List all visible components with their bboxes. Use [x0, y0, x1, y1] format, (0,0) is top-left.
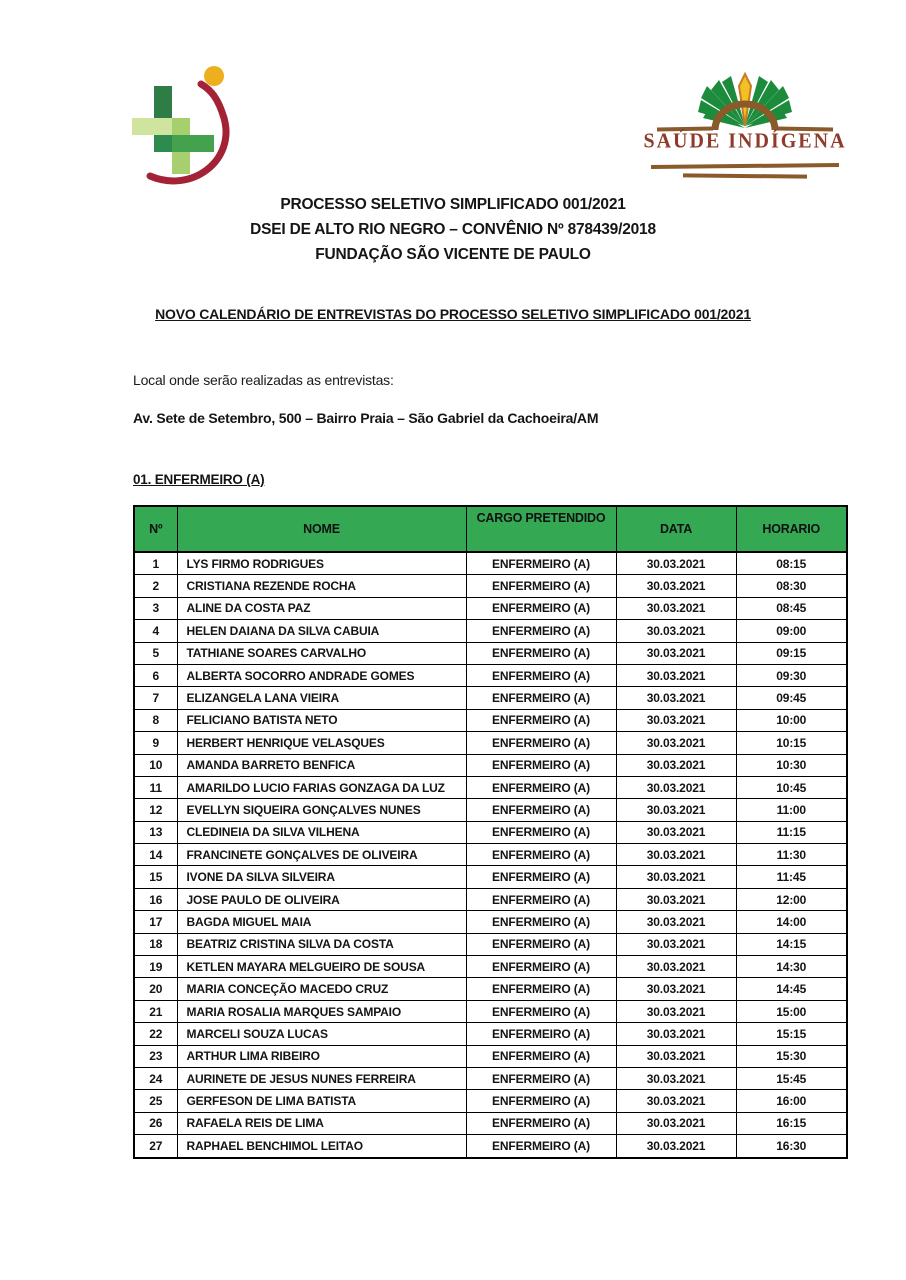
location-address: Av. Sete de Setembro, 500 – Bairro Praia – São Gabriel da Cachoeira/AM [133, 410, 599, 426]
cell-num: 15 [134, 866, 177, 888]
saude-indigena-wordmark: SAÚDE INDÍGENA [643, 129, 847, 153]
cell-num: 9 [134, 732, 177, 754]
interview-schedule-table [133, 505, 848, 1159]
title-line-2: DSEI DE ALTO RIO NEGRO – CONVÊNIO Nº 878439/2018 [250, 221, 656, 238]
cell-cargo: ENFERMEIRO (A) [466, 1090, 616, 1112]
cell-name: BEATRIZ CRISTINA SILVA DA COSTA [177, 933, 466, 955]
cell-name: RAFAELA REIS DE LIMA [177, 1112, 466, 1134]
cell-date: 30.03.2021 [616, 642, 736, 664]
cell-cargo: ENFERMEIRO (A) [466, 552, 616, 575]
cell-time: 15:30 [736, 1045, 847, 1067]
cell-time: 14:45 [736, 978, 847, 1000]
cell-date: 30.03.2021 [616, 821, 736, 843]
title-line-3: FUNDAÇÃO SÃO VICENTE DE PAULO [315, 246, 591, 263]
cell-time: 12:00 [736, 888, 847, 910]
cell-cargo: ENFERMEIRO (A) [466, 687, 616, 709]
cell-num: 20 [134, 978, 177, 1000]
cell-num: 27 [134, 1135, 177, 1158]
cell-date: 30.03.2021 [616, 1000, 736, 1022]
table-header-row [134, 506, 847, 552]
cell-cargo: ENFERMEIRO (A) [466, 956, 616, 978]
cell-cargo: ENFERMEIRO (A) [466, 799, 616, 821]
table-row [134, 1023, 847, 1045]
cell-cargo: ENFERMEIRO (A) [466, 620, 616, 642]
cell-cargo: ENFERMEIRO (A) [466, 866, 616, 888]
cell-time: 11:15 [736, 821, 847, 843]
column-header-time: HORARIO [736, 506, 847, 552]
cell-date: 30.03.2021 [616, 1112, 736, 1134]
cell-time: 14:15 [736, 933, 847, 955]
cell-cargo: ENFERMEIRO (A) [466, 844, 616, 866]
green-cross-swoosh-icon [124, 62, 240, 190]
cell-cargo: ENFERMEIRO (A) [466, 978, 616, 1000]
cell-date: 30.03.2021 [616, 933, 736, 955]
schedule-table-body [134, 552, 847, 1158]
table-row [134, 732, 847, 754]
table-row [134, 844, 847, 866]
cell-date: 30.03.2021 [616, 956, 736, 978]
table-row [134, 687, 847, 709]
cell-time: 10:00 [736, 709, 847, 731]
table-row [134, 1090, 847, 1112]
cell-cargo: ENFERMEIRO (A) [466, 575, 616, 597]
table-row [134, 911, 847, 933]
cell-time: 11:30 [736, 844, 847, 866]
cell-time: 10:15 [736, 732, 847, 754]
cell-date: 30.03.2021 [616, 1135, 736, 1158]
cell-num: 11 [134, 776, 177, 798]
cell-time: 11:00 [736, 799, 847, 821]
cell-num: 22 [134, 1023, 177, 1045]
saude-indigena-logo [643, 72, 847, 184]
cell-num: 21 [134, 1000, 177, 1022]
cell-name: RAPHAEL BENCHIMOL LEITAO [177, 1135, 466, 1158]
cell-date: 30.03.2021 [616, 664, 736, 686]
cell-date: 30.03.2021 [616, 687, 736, 709]
cell-name: AMARILDO LUCIO FARIAS GONZAGA DA LUZ [177, 776, 466, 798]
cell-time: 09:45 [736, 687, 847, 709]
table-row [134, 776, 847, 798]
cell-date: 30.03.2021 [616, 552, 736, 575]
cell-num: 16 [134, 888, 177, 910]
cell-date: 30.03.2021 [616, 888, 736, 910]
cell-time: 16:00 [736, 1090, 847, 1112]
column-header-cargo: CARGO PRETENDIDO [466, 506, 616, 552]
cell-date: 30.03.2021 [616, 732, 736, 754]
table-row [134, 597, 847, 619]
cell-num: 6 [134, 664, 177, 686]
cell-name: FRANCINETE GONÇALVES DE OLIVEIRA [177, 844, 466, 866]
cell-num: 10 [134, 754, 177, 776]
cell-cargo: ENFERMEIRO (A) [466, 1067, 616, 1089]
cell-name: AURINETE DE JESUS NUNES FERREIRA [177, 1067, 466, 1089]
cell-time: 15:00 [736, 1000, 847, 1022]
cell-num: 5 [134, 642, 177, 664]
table-row [134, 888, 847, 910]
cell-cargo: ENFERMEIRO (A) [466, 664, 616, 686]
cell-cargo: ENFERMEIRO (A) [466, 1000, 616, 1022]
cell-num: 1 [134, 552, 177, 575]
cell-name: KETLEN MAYARA MELGUEIRO DE SOUSA [177, 956, 466, 978]
document-title-block [0, 192, 906, 267]
table-row [134, 799, 847, 821]
cell-num: 23 [134, 1045, 177, 1067]
cell-num: 13 [134, 821, 177, 843]
cell-time: 09:30 [736, 664, 847, 686]
table-row [134, 1000, 847, 1022]
table-header [134, 506, 847, 552]
cell-cargo: ENFERMEIRO (A) [466, 732, 616, 754]
cell-date: 30.03.2021 [616, 1045, 736, 1067]
cell-cargo: ENFERMEIRO (A) [466, 597, 616, 619]
cell-name: ALINE DA COSTA PAZ [177, 597, 466, 619]
cell-name: ELIZANGELA LANA VIEIRA [177, 687, 466, 709]
cell-num: 14 [134, 844, 177, 866]
cell-name: MARCELI SOUZA LUCAS [177, 1023, 466, 1045]
cell-date: 30.03.2021 [616, 1023, 736, 1045]
table-row [134, 709, 847, 731]
title-line-1: PROCESSO SELETIVO SIMPLIFICADO 001/2021 [280, 196, 626, 213]
cell-name: HERBERT HENRIQUE VELASQUES [177, 732, 466, 754]
cell-name: FELICIANO BATISTA NETO [177, 709, 466, 731]
cell-time: 15:45 [736, 1067, 847, 1089]
cell-time: 15:15 [736, 1023, 847, 1045]
cell-cargo: ENFERMEIRO (A) [466, 776, 616, 798]
headdress-icon [643, 72, 847, 184]
cell-cargo: ENFERMEIRO (A) [466, 888, 616, 910]
section-heading-enfermeiro: 01. ENFERMEIRO (A) [133, 472, 265, 487]
cell-time: 08:30 [736, 575, 847, 597]
cell-time: 09:00 [736, 620, 847, 642]
cell-cargo: ENFERMEIRO (A) [466, 821, 616, 843]
cell-name: ARTHUR LIMA RIBEIRO [177, 1045, 466, 1067]
cell-num: 2 [134, 575, 177, 597]
cell-name: TATHIANE SOARES CARVALHO [177, 642, 466, 664]
cell-num: 25 [134, 1090, 177, 1112]
location-label: Local onde serão realizadas as entrevistas: [133, 372, 394, 388]
cell-date: 30.03.2021 [616, 978, 736, 1000]
cell-date: 30.03.2021 [616, 597, 736, 619]
column-header-num: Nº [134, 506, 177, 552]
cell-num: 17 [134, 911, 177, 933]
cell-name: JOSE PAULO DE OLIVEIRA [177, 888, 466, 910]
cell-num: 3 [134, 597, 177, 619]
table-row [134, 1045, 847, 1067]
cell-time: 10:45 [736, 776, 847, 798]
table-row [134, 664, 847, 686]
fundacao-sao-vicente-logo [124, 62, 240, 190]
cell-cargo: ENFERMEIRO (A) [466, 911, 616, 933]
cell-date: 30.03.2021 [616, 776, 736, 798]
table-row [134, 642, 847, 664]
cell-time: 08:15 [736, 552, 847, 575]
cell-name: CRISTIANA REZENDE ROCHA [177, 575, 466, 597]
cell-name: ALBERTA SOCORRO ANDRADE GOMES [177, 664, 466, 686]
cell-time: 14:00 [736, 911, 847, 933]
cell-date: 30.03.2021 [616, 799, 736, 821]
cell-time: 08:45 [736, 597, 847, 619]
cell-name: GERFESON DE LIMA BATISTA [177, 1090, 466, 1112]
cell-name: HELEN DAIANA DA SILVA CABUIA [177, 620, 466, 642]
table-row [134, 1067, 847, 1089]
cell-name: BAGDA MIGUEL MAIA [177, 911, 466, 933]
table-row [134, 1135, 847, 1158]
cell-time: 09:15 [736, 642, 847, 664]
column-header-date: DATA [616, 506, 736, 552]
cell-date: 30.03.2021 [616, 620, 736, 642]
cell-date: 30.03.2021 [616, 575, 736, 597]
cell-date: 30.03.2021 [616, 911, 736, 933]
cell-date: 30.03.2021 [616, 844, 736, 866]
table-row [134, 978, 847, 1000]
cell-date: 30.03.2021 [616, 866, 736, 888]
cell-name: LYS FIRMO RODRIGUES [177, 552, 466, 575]
cell-time: 11:45 [736, 866, 847, 888]
cell-name: MARIA CONCEÇÃO MACEDO CRUZ [177, 978, 466, 1000]
cell-time: 10:30 [736, 754, 847, 776]
cell-cargo: ENFERMEIRO (A) [466, 1023, 616, 1045]
cell-date: 30.03.2021 [616, 754, 736, 776]
cell-time: 16:15 [736, 1112, 847, 1134]
cell-date: 30.03.2021 [616, 709, 736, 731]
cell-cargo: ENFERMEIRO (A) [466, 1112, 616, 1134]
cell-cargo: ENFERMEIRO (A) [466, 1045, 616, 1067]
cell-cargo: ENFERMEIRO (A) [466, 642, 616, 664]
table-row [134, 956, 847, 978]
cell-name: CLEDINEIA DA SILVA VILHENA [177, 821, 466, 843]
table-row [134, 754, 847, 776]
table-row [134, 933, 847, 955]
table-row [134, 552, 847, 575]
cell-num: 12 [134, 799, 177, 821]
cell-name: IVONE DA SILVA SILVEIRA [177, 866, 466, 888]
cell-num: 18 [134, 933, 177, 955]
cell-cargo: ENFERMEIRO (A) [466, 709, 616, 731]
table-row [134, 575, 847, 597]
cell-cargo: ENFERMEIRO (A) [466, 754, 616, 776]
cell-date: 30.03.2021 [616, 1090, 736, 1112]
cell-num: 8 [134, 709, 177, 731]
cell-date: 30.03.2021 [616, 1067, 736, 1089]
cell-name: EVELLYN SIQUEIRA GONÇALVES NUNES [177, 799, 466, 821]
cell-name: MARIA ROSALIA MARQUES SAMPAIO [177, 1000, 466, 1022]
cell-num: 26 [134, 1112, 177, 1134]
cell-time: 14:30 [736, 956, 847, 978]
column-header-name: NOME [177, 506, 466, 552]
calendar-heading: NOVO CALENDÁRIO DE ENTREVISTAS DO PROCESSO SELETIVO SIMPLIFICADO 001/2021 [155, 306, 751, 322]
cell-name: AMANDA BARRETO BENFICA [177, 754, 466, 776]
cell-num: 7 [134, 687, 177, 709]
cell-num: 24 [134, 1067, 177, 1089]
cell-num: 19 [134, 956, 177, 978]
table-row [134, 1112, 847, 1134]
cell-num: 4 [134, 620, 177, 642]
cell-cargo: ENFERMEIRO (A) [466, 1135, 616, 1158]
table-row [134, 866, 847, 888]
table-row [134, 620, 847, 642]
cell-cargo: ENFERMEIRO (A) [466, 933, 616, 955]
cell-time: 16:30 [736, 1135, 847, 1158]
table-row [134, 821, 847, 843]
